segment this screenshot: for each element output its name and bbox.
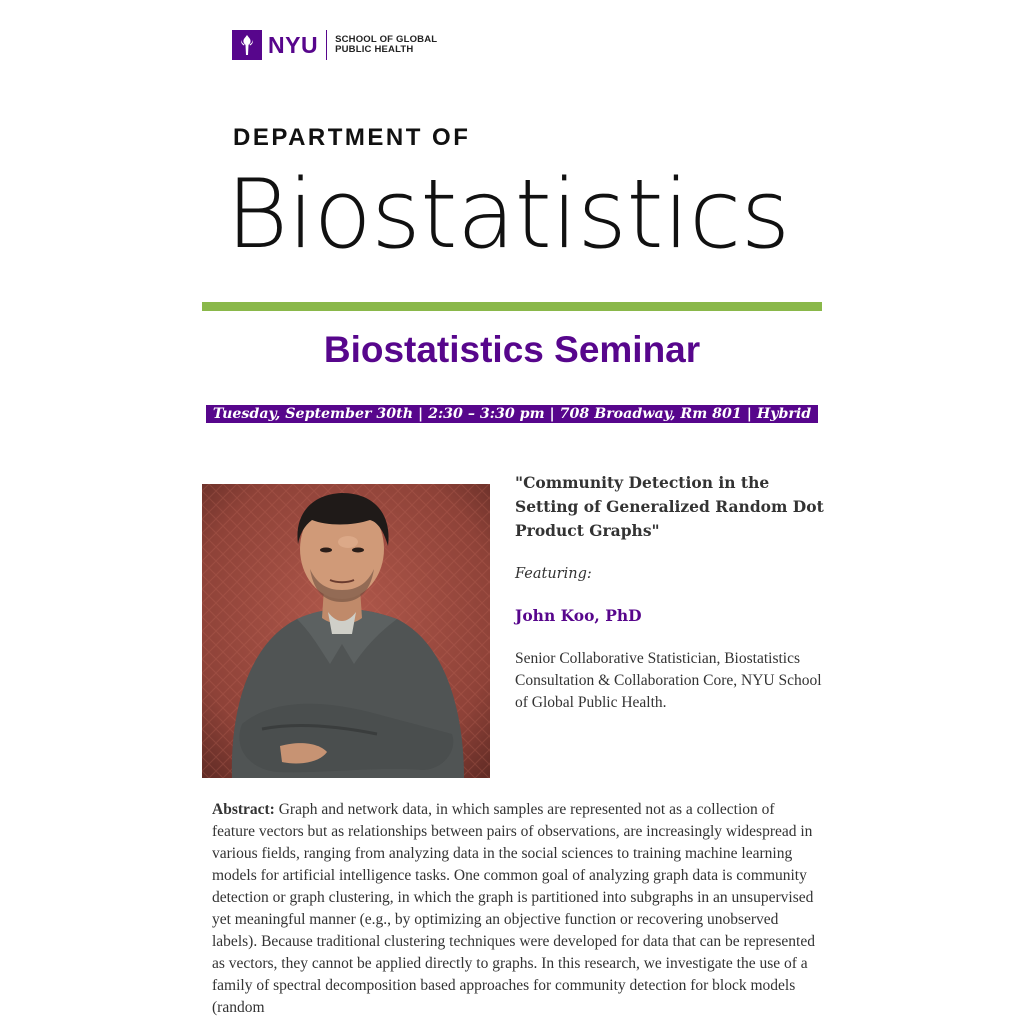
- speaker-photo: [202, 484, 490, 778]
- logo-divider: [326, 30, 327, 60]
- abstract-text: Graph and network data, in which samples are represented not as a collection of feature vectors but as relationships between pairs of observations, are increasingly widespread in various fields, ranging from analyzing data in the social sciences to training machine learning models for artificial intelligence tasks. One common goal of analyzing graph data is community detection or graph clustering, in which the graph is partitioned into subgraphs in an unsupervised yet meaningful manner (e.g., by optimizing an objective function or recovering unobserved labels). Because traditional clustering techniques were developed for data that can be represented as vectors, they cannot be applied directly to graphs. In this research, we investigate the use of a family of spectral decomposition based approaches for community detection for block models (random: [212, 801, 815, 1016]
- department-name: Biostatistics: [226, 160, 790, 270]
- abstract-label: Abstract:: [212, 801, 275, 818]
- seminar-title: Biostatistics Seminar: [323, 329, 701, 370]
- logo-school-line1: SCHOOL OF GLOBAL: [335, 34, 438, 45]
- speaker-name: John Koo, PhD: [515, 606, 642, 625]
- logo-nyu-text: NYU: [268, 32, 319, 58]
- nyu-logo[interactable]: [232, 30, 437, 60]
- department-prefix: DEPARTMENT OF: [233, 124, 471, 151]
- logo-school-line2: PUBLIC HEALTH: [335, 44, 414, 55]
- featuring-label: Featuring:: [515, 566, 592, 582]
- speaker-title: Senior Collaborative Statistician, Biostatistics Consultation & Collaboration Core, NYU School of Global Public Health.: [515, 650, 822, 711]
- divider-rule: [202, 302, 822, 311]
- abstract-paragraph: [212, 799, 816, 1019]
- torch-icon: [232, 30, 262, 60]
- event-details-bar: Tuesday, September 30th | 2:30 – 3:30 pm | 708 Broadway, Rm 801 | Hybrid: [206, 405, 818, 423]
- logo-school-name: [335, 35, 437, 55]
- talk-title: "Community Detection in the Setting of Generalized Random Dot Product Graphs": [515, 473, 824, 540]
